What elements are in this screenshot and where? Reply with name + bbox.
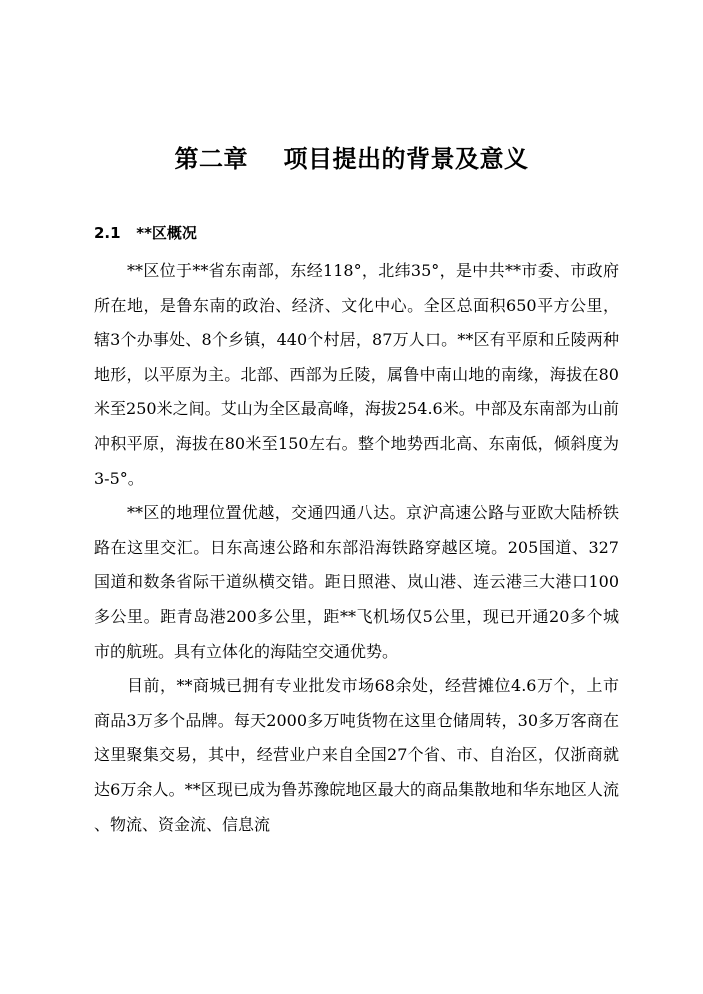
section-heading: 2.1 **区概况: [94, 224, 197, 242]
paragraph-market: 目前，**商城已拥有专业批发市场68余处，经营摊位4.6万个，上市商品3万多个品牌。每天2000多万吨货物在这里仓储周转，30多万客商在这里聚集交易，其中，经营业户来自全国27个省、市、自治区，仅浙商就达6万余人。**区现已成为鲁苏豫皖地区最大的商品集散地和华东地区人流、物流、资金流、信息流: [94, 676, 619, 834]
chapter-title: 第二章 项目提出的背景及意义: [174, 145, 529, 173]
paragraph-location: **区的地理位置优越，交通四通八达。京沪高速公路与亚欧大陆桥铁路在这里交汇。日东高速公路和东部沿海铁路穿越区境。205国道、327国道和数条省际干道纵横交错。距日照港、岚山港、连云港三大港口100多公里。距青岛港200多公里，距**飞机场仅5公里，现已开通20多个城市的航班。具有立体化的海陆空交通优势。: [94, 503, 619, 661]
document-body: [94, 254, 619, 842]
paragraph-overview: **区位于**省东南部，东经118°，北纬35°，是中共**市委、市政府所在地，是鲁东南的政治、经济、文化中心。全区总面积650平方公里，辖3个办事处、8个乡镇，440个村居，87万人口。**区有平原和丘陵两种地形，以平原为主。北部、西部为丘陵，属鲁中南山地的南缘，海拔在80米至250米之间。艾山为全区最高峰，海拔254.6米。中部及东南部为山前冲积平原，海拔在80米至150左右。整个地势西北高、东南低，倾斜度为3-5°。: [94, 261, 619, 488]
